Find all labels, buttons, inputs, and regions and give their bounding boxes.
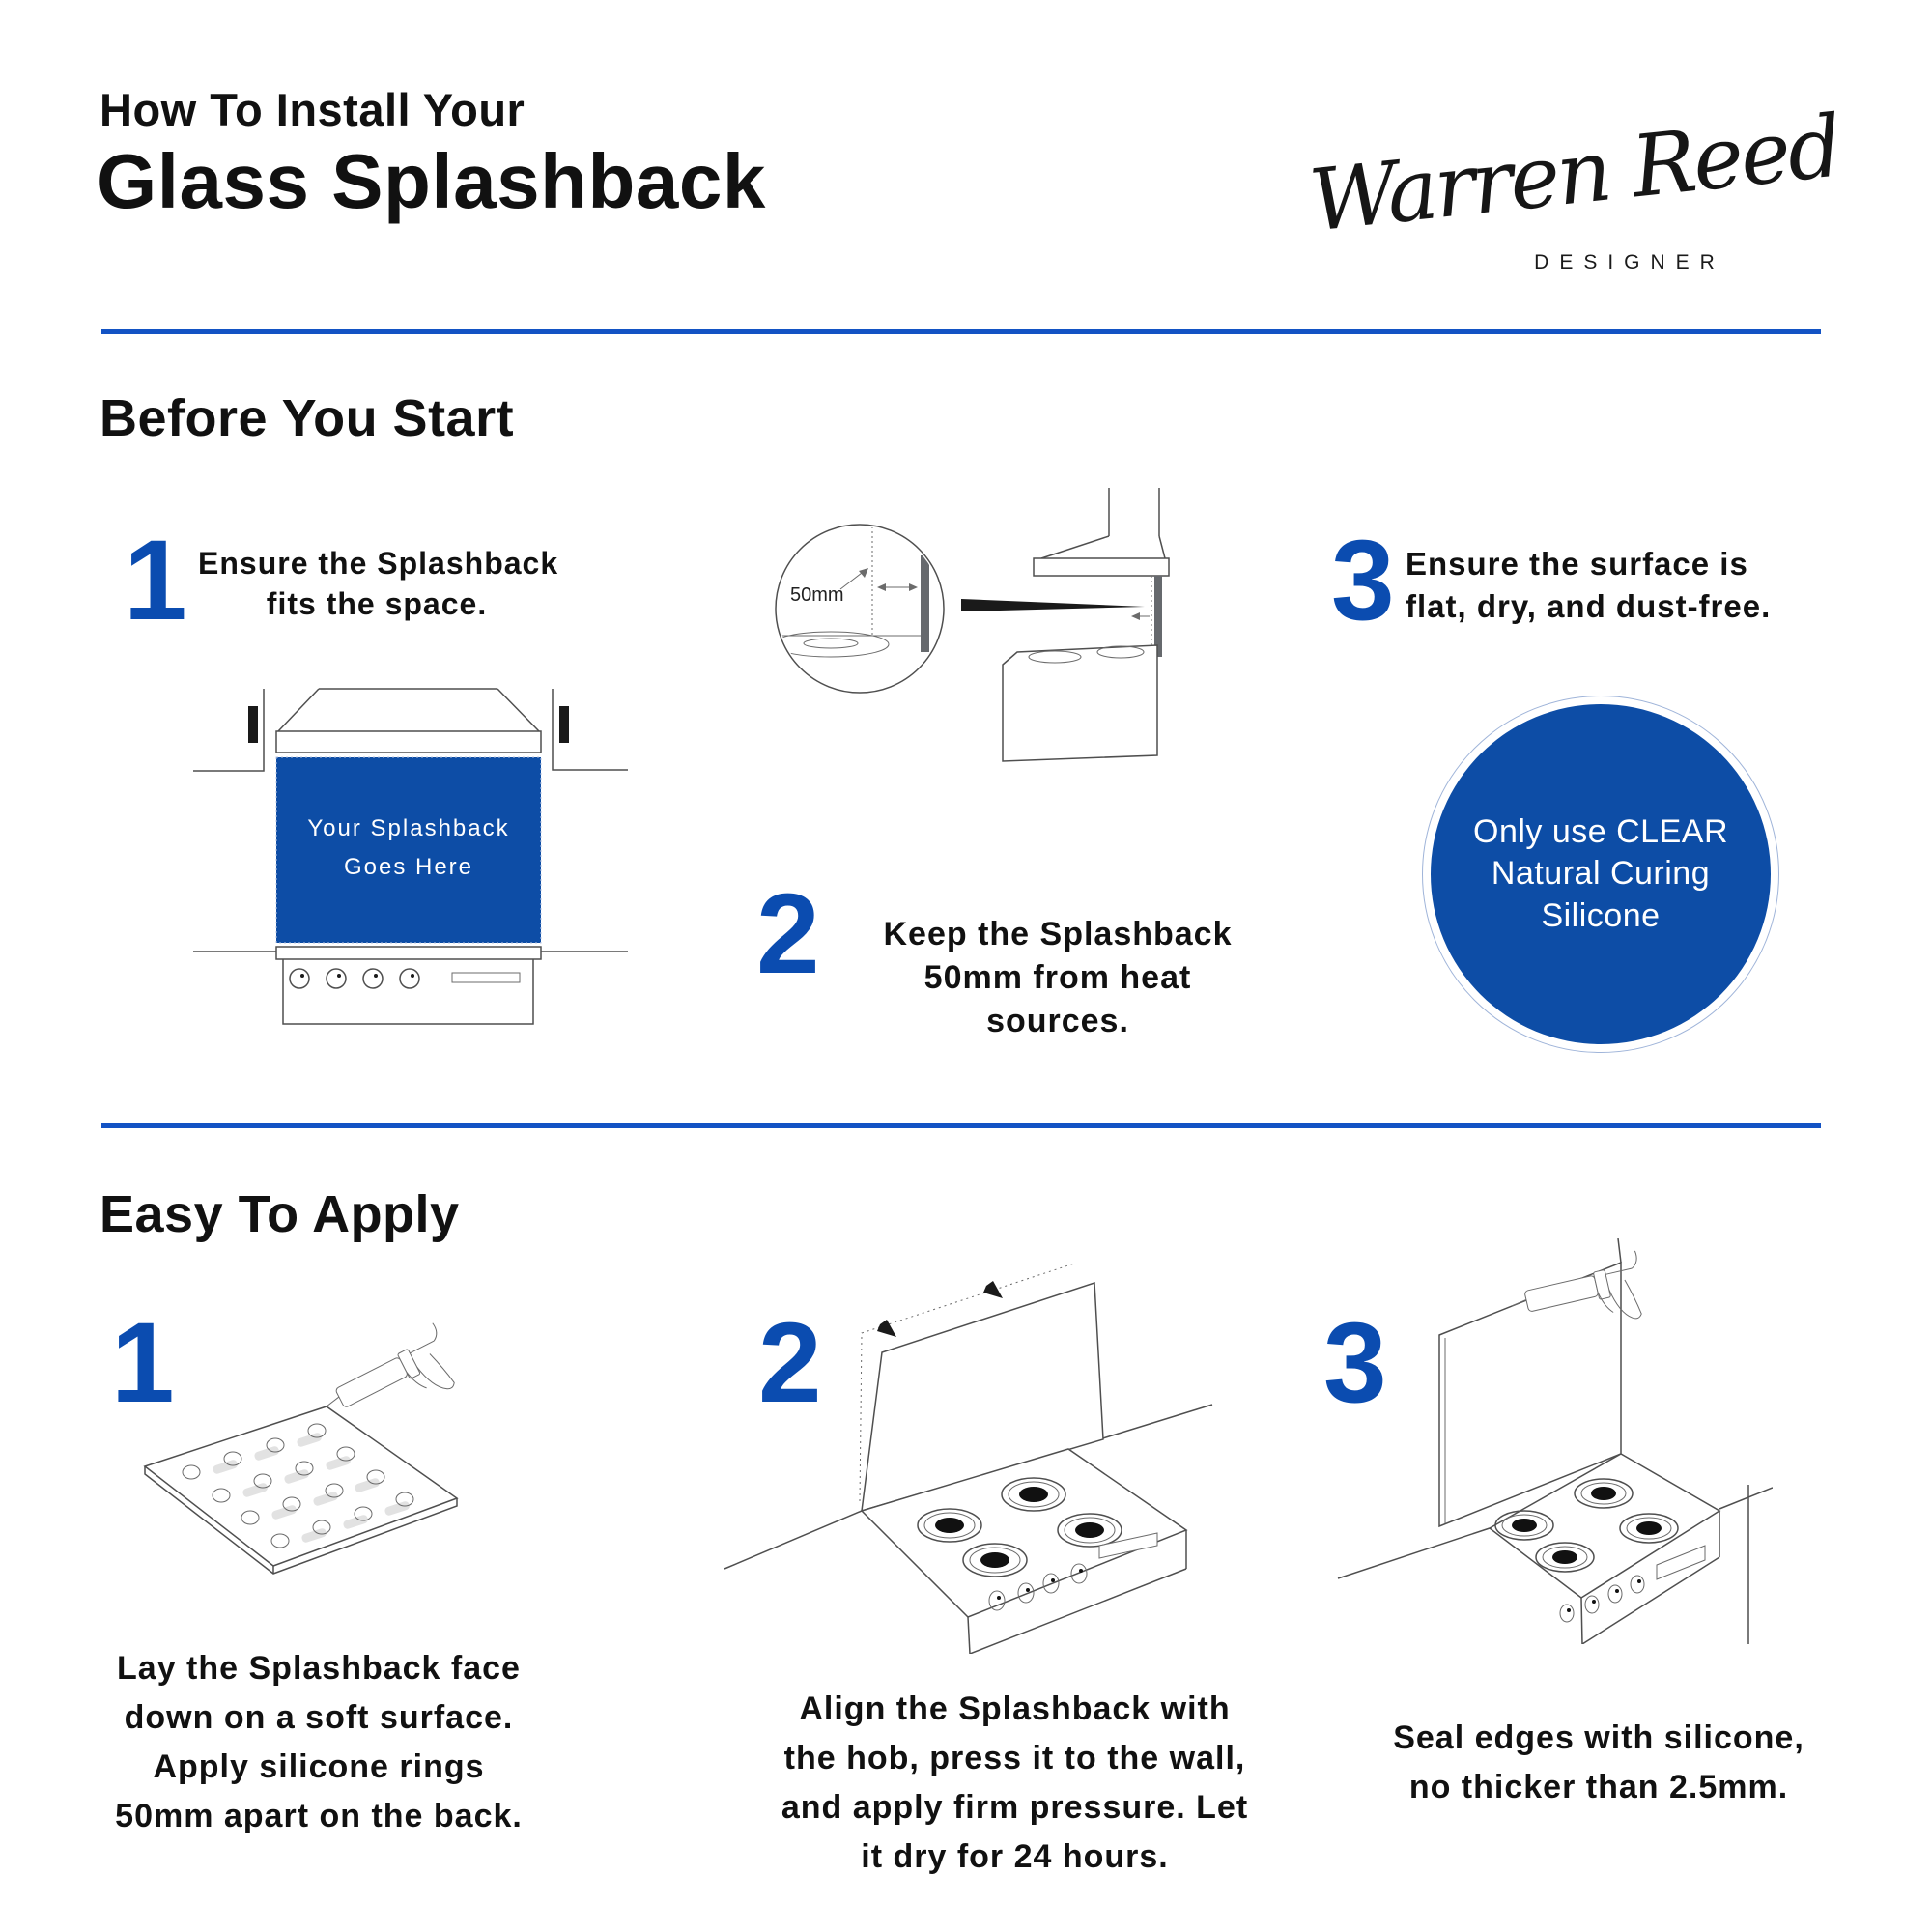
before-step2-text: Keep the Splashback 50mm from heat sources. bbox=[883, 916, 1233, 1039]
press-arrow-icon bbox=[983, 1281, 1003, 1298]
silicone-note-ring bbox=[1422, 696, 1779, 1053]
before-step2-number: 2 bbox=[756, 870, 820, 998]
align-splashback-diagram bbox=[715, 1248, 1222, 1654]
logo-signature: Warren Reed bbox=[1305, 96, 1844, 251]
kitchen-front-diagram bbox=[145, 667, 647, 1053]
callout-cone bbox=[961, 599, 1145, 611]
hob-display bbox=[1657, 1546, 1705, 1579]
cooker-top-band bbox=[276, 947, 541, 959]
apply-step2-number: 2 bbox=[758, 1299, 822, 1427]
splashback-label-line1: Your Splashback bbox=[307, 815, 510, 841]
left-cabinet-handle-icon bbox=[248, 706, 258, 743]
clearance-diagram bbox=[744, 454, 1323, 869]
mini-hob bbox=[1003, 645, 1157, 761]
before-step1-text: Ensure the Splashback fits the space. bbox=[198, 546, 559, 622]
page-title: Glass Splashback bbox=[97, 138, 766, 224]
silicone-note-badge: Only use CLEAR Natural Curing Silicone bbox=[1431, 704, 1771, 1044]
right-cabinet-handle-icon bbox=[559, 706, 569, 743]
apply-section-heading: Easy To Apply bbox=[99, 1185, 460, 1243]
apply-step3-caption: Seal edges with silicone, no thicker than 2.5mm. bbox=[1393, 1719, 1804, 1805]
cooker-icon bbox=[283, 959, 533, 1024]
press-arrow-icon bbox=[877, 1320, 896, 1337]
before-step1-number: 1 bbox=[124, 517, 187, 644]
cooker-hood-icon bbox=[276, 689, 541, 753]
apply-step1-number: 1 bbox=[111, 1299, 175, 1427]
seal-edges-diagram bbox=[1309, 1238, 1773, 1644]
apply-step3-number: 3 bbox=[1323, 1299, 1387, 1427]
apply-silicone-diagram bbox=[130, 1321, 555, 1621]
magnifier-circle-icon bbox=[776, 525, 944, 693]
splashback-panel-flat bbox=[145, 1406, 457, 1574]
logo-subtitle: DESIGNER bbox=[1534, 251, 1725, 273]
before-step3-text: Ensure the surface is flat, dry, and dust-free. bbox=[1406, 546, 1772, 624]
before-section-heading: Before You Start bbox=[99, 389, 515, 447]
section-divider-middle bbox=[101, 1123, 1821, 1128]
mini-hood bbox=[1034, 558, 1169, 576]
title-line1: How To Install Your bbox=[99, 84, 526, 135]
mini-kitchen bbox=[1003, 488, 1169, 761]
section-divider-top bbox=[101, 329, 1821, 334]
cooker-display bbox=[452, 973, 520, 982]
splashback-area bbox=[276, 757, 541, 943]
before-step3-number: 3 bbox=[1331, 517, 1395, 644]
apply-step1-caption: Lay the Splashback face down on a soft surface. Apply silicone rings 50mm apart on the back. bbox=[115, 1650, 523, 1834]
splashback-edge-bar bbox=[921, 555, 929, 652]
apply-step2-caption: Align the Splashback with the hob, press it to the wall, and apply firm pressure. Let it dry for 24 hours. bbox=[781, 1690, 1249, 1875]
measurement-label: 50mm bbox=[790, 584, 844, 606]
splashback-label-line2: Goes Here bbox=[343, 854, 474, 880]
